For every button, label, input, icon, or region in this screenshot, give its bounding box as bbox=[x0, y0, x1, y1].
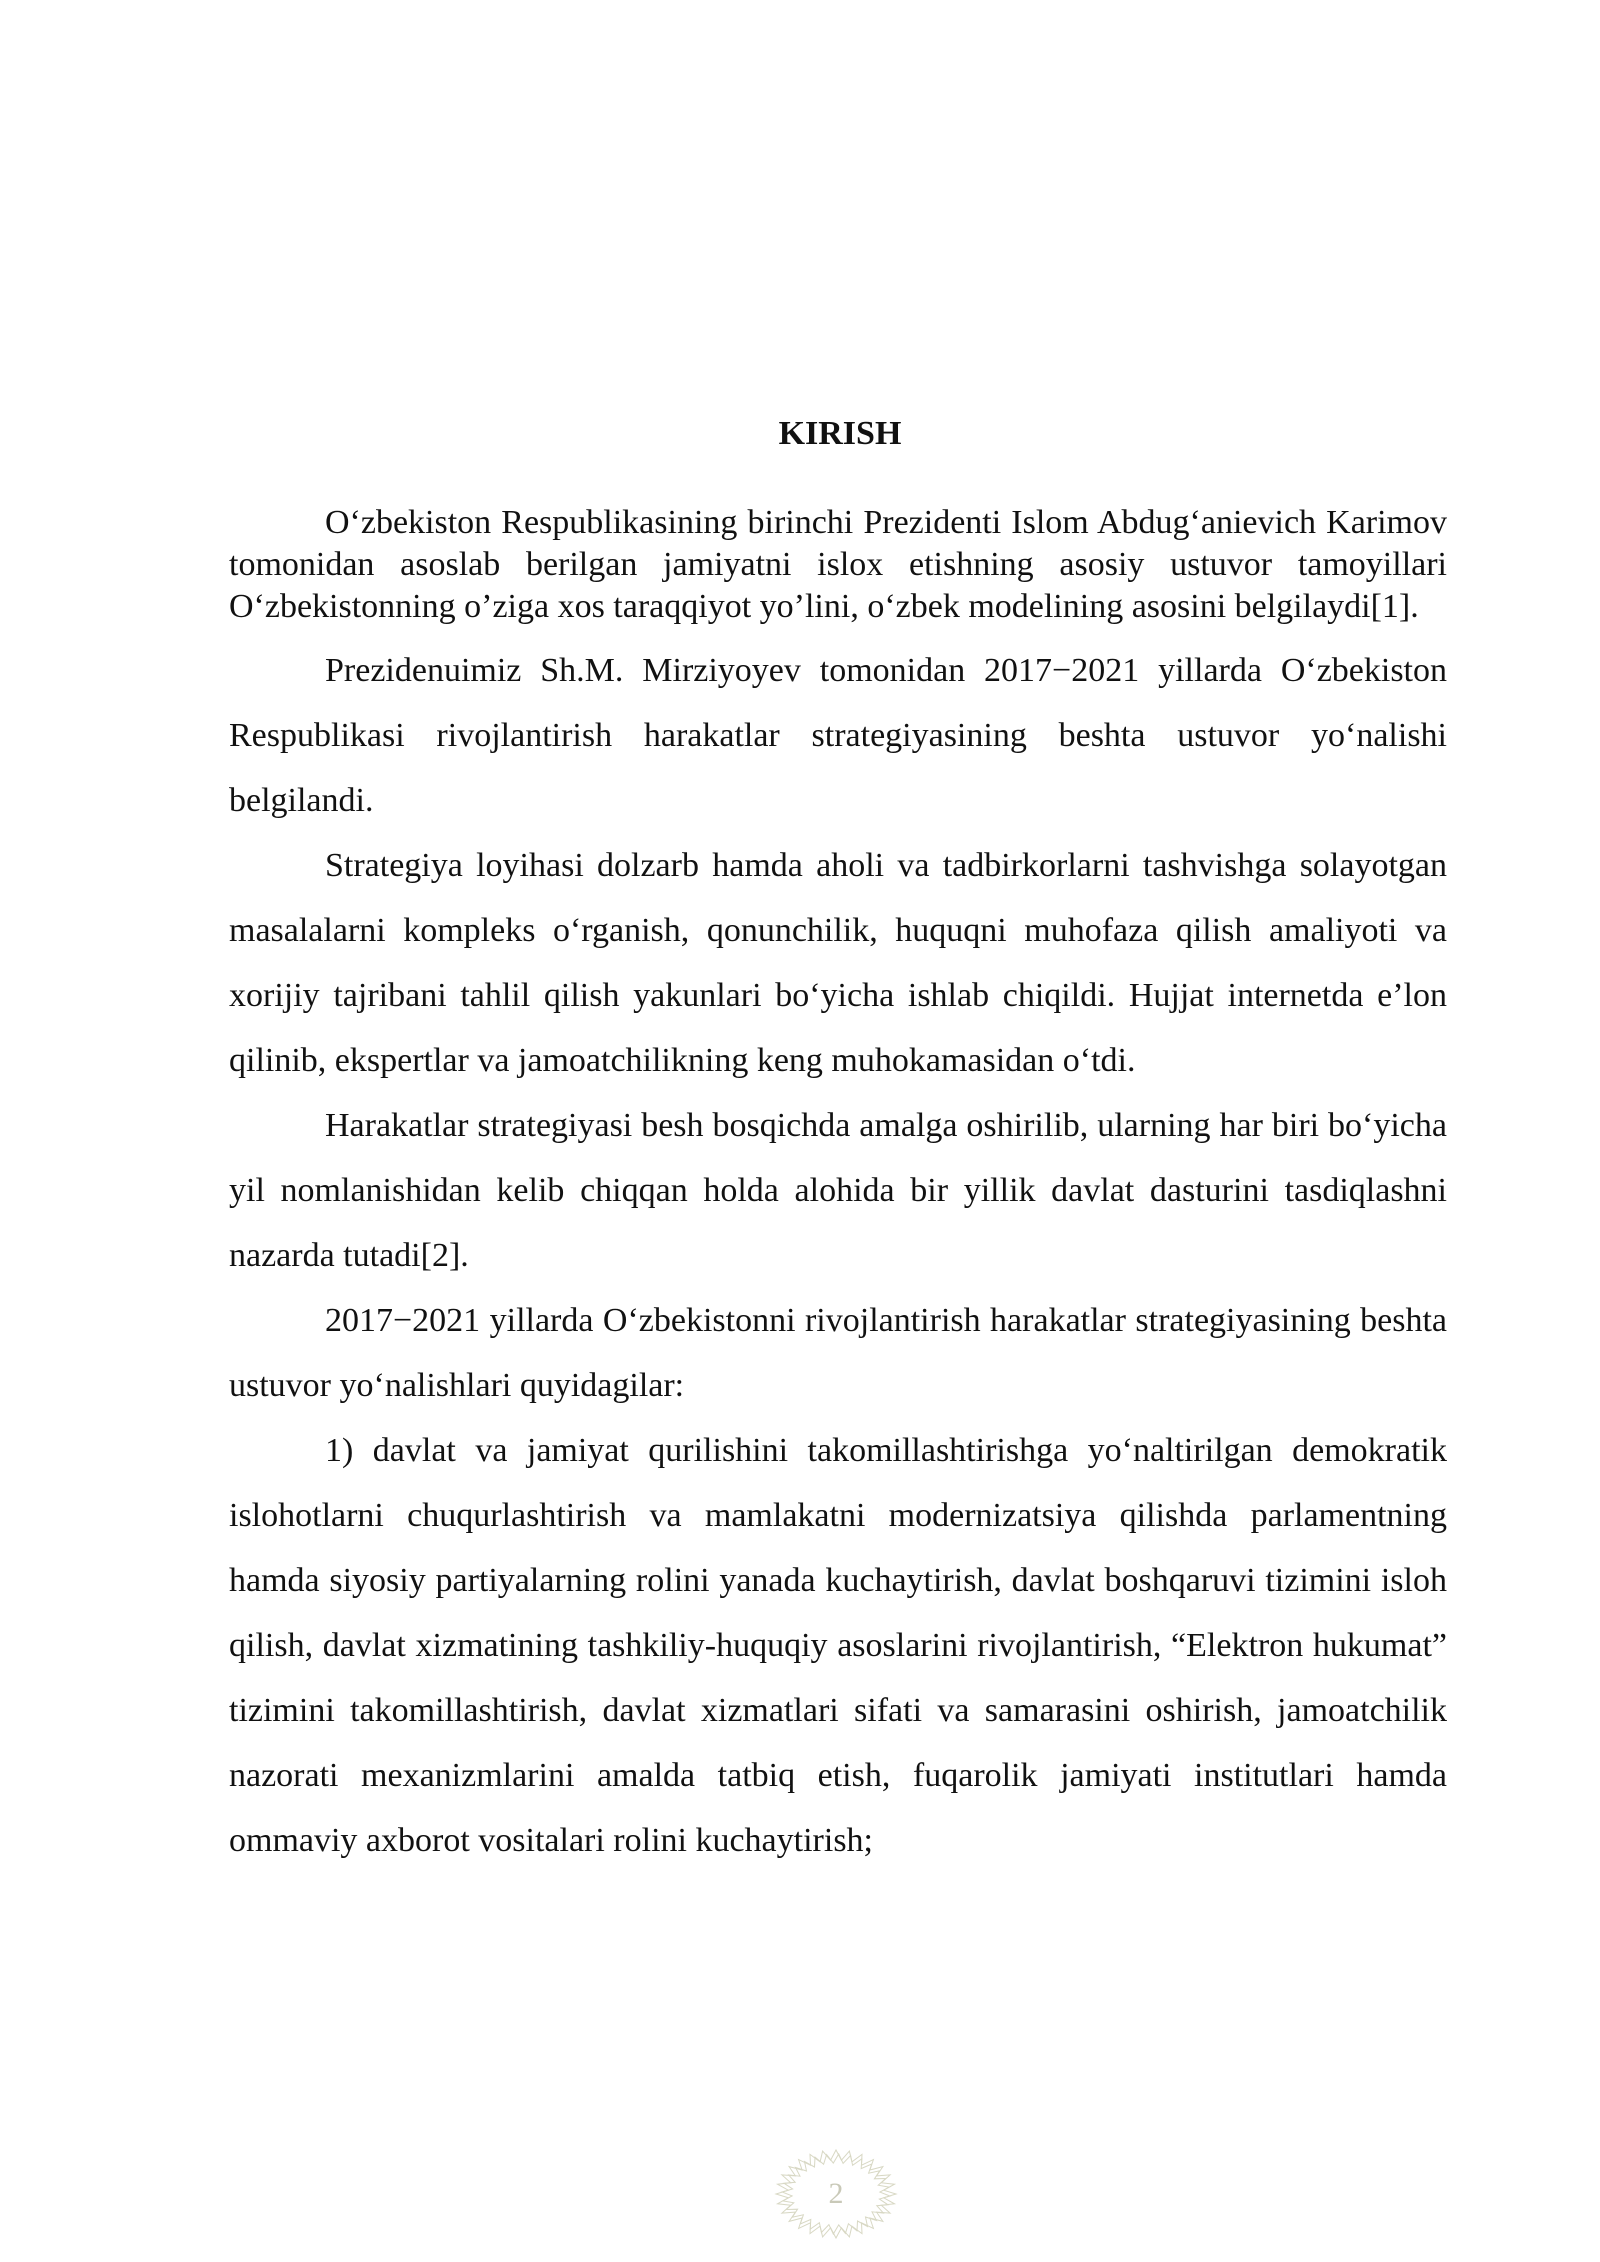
paragraph-3: Strategiya loyihasi dolzarb hamda aholi va tadbirkorlarni tashvishga solayotgan masalalarni kompleks o‘rganish, qonunchilik, huquqni muhofaza qilish amaliyoti va xorijiy tajribani tahlil qilish yakunlari bo‘yicha ishlab chiqildi. Hujjat internetda e’lon qilinib, ekspertlar va jamoatchilikning keng muhokamasidan o‘tdi. bbox=[229, 847, 1447, 1079]
paragraph-2: Prezidenuimiz Sh.M. Mirziyoyev tomonidan 2017−2021 yillarda O‘zbekiston Respublikasi rivojlantirish harakatlar strategiyasining beshta ustuvor yo‘nalishi belgilandi. bbox=[229, 652, 1447, 819]
paragraph-4: Harakatlar strategiyasi besh bosqichda amalga oshirilib, ularning har biri bo‘yicha yil nomlanishidan kelib chiqqan holda alohida bir yillik davlat dasturini tasdiqlashni nazarda tutadi[2]. bbox=[229, 1107, 1447, 1274]
paragraph-5: 2017−2021 yillarda O‘zbekistonni rivojlantirish harakatlar strategiyasining beshta ustuvor yo‘nalishlari quyidagilar: bbox=[229, 1302, 1447, 1404]
page-title: KIRISH bbox=[778, 415, 902, 452]
page-number-badge bbox=[774, 2148, 898, 2240]
page-number: 2 bbox=[828, 2177, 844, 2210]
paragraph-1: O‘zbekiston Respublikasining birinchi Prezidenti Islom Abdug‘anievich Karimov tomonidan asoslab berilgan jamiyatni islox etishning asosiy ustuvor tamoyillari O‘zbekistonning o’ziga xos taraqqiyot yo’lini, o‘zbek modelining asosini belgilaydi[1]. bbox=[229, 504, 1447, 625]
document-body bbox=[229, 502, 1447, 1873]
paragraph-6: 1) davlat va jamiyat qurilishini takomillashtirishga yo‘naltirilgan demokratik islohotlarni chuqurlashtirish va mamlakatni modernizatsiya qilishda parlamentning hamda siyosiy partiyalarning rolini yanada kuchaytirish, davlat boshqaruvi tizimini isloh qilish, davlat xizmatining tashkiliy-huquqiy asoslarini rivojlantirish, “Elektron hukumat” tizimini takomillashtirish, davlat xizmatlari sifati va samarasini oshirish, jamoatchilik nazorati mexanizmlarini amalda tatbiq etish, fuqarolik jamiyati institutlari hamda ommaviy axborot vositalari rolini kuchaytirish; bbox=[229, 1432, 1447, 1859]
